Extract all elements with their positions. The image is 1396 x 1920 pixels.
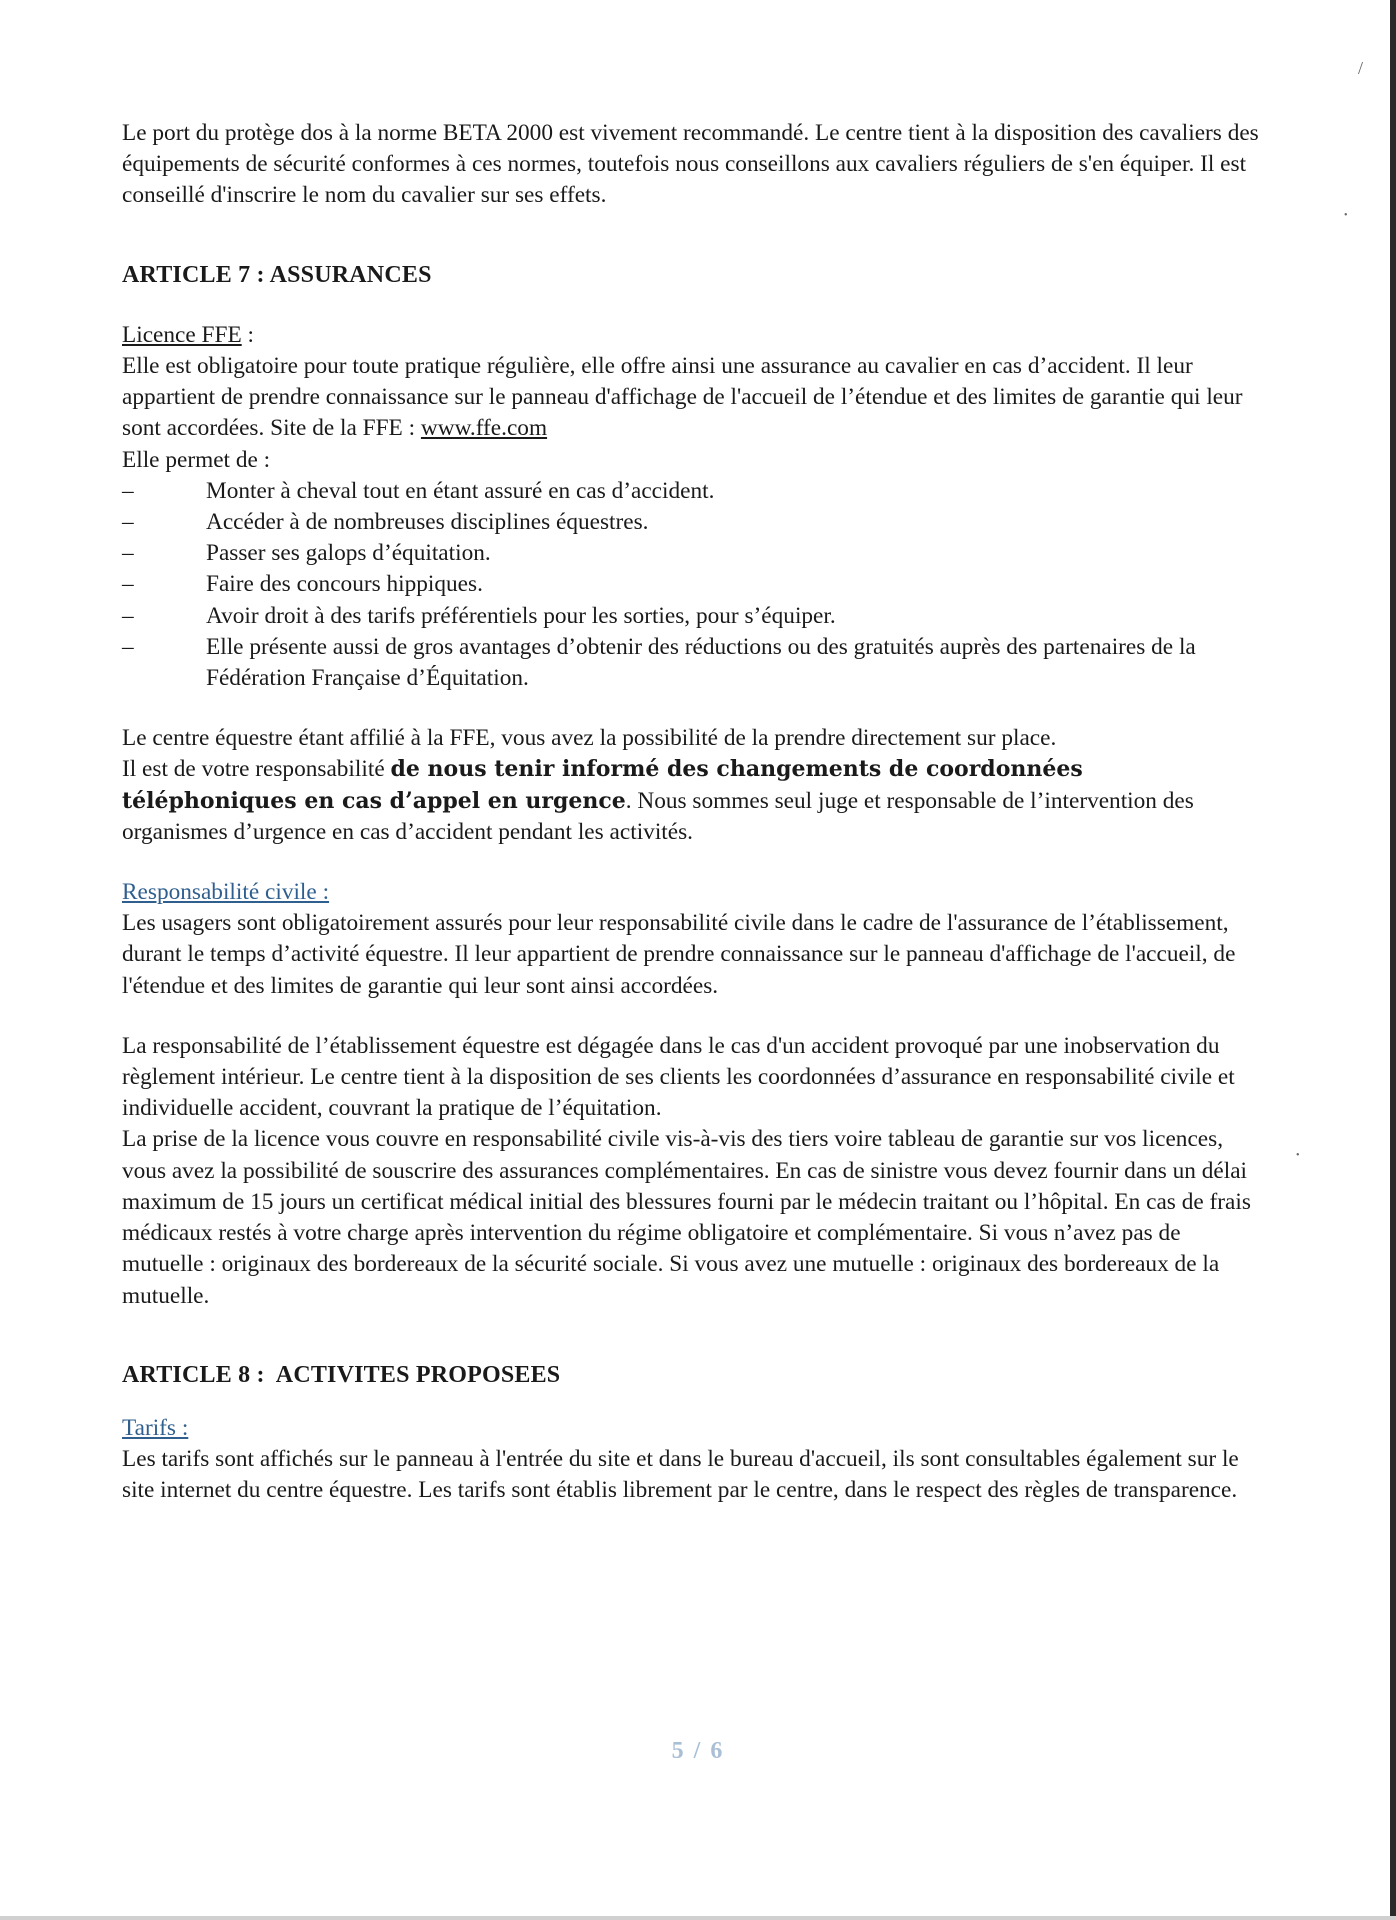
list-item: [122, 569, 1262, 600]
licence-ffe-heading-colon: :: [241, 321, 254, 348]
article-8-title: ARTICLE 8 : ACTIVITES PROPOSEES: [122, 1361, 561, 1388]
dash-bullet: –: [122, 571, 134, 598]
page-number: 5 / 6: [671, 1738, 725, 1764]
tarifs-paragraph: Les tarifs sont affichés sur le panneau à l'entrée du site et dans le bureau d'accueil, ils sont consultables également sur le site internet du centre équestre. Les tarifs sont établis librement par le centre, dans le respect des règles de transparence.: [122, 1446, 1239, 1504]
licence-benefits-list: [122, 476, 1262, 694]
ffe-website-link[interactable]: www.ffe.com: [420, 415, 548, 442]
intro-paragraph: Le port du protège dos à la norme BETA 2000 est vivement recommandé. Le centre tient à la disposition des cavaliers des équipements de sécurité conformes à ces normes, toutefois nous conseillons aux cavaliers réguliers de s'en équiper. Il est conseillé d'inscrire le nom du cavalier sur ses effets.: [122, 120, 1259, 209]
dash-bullet: –: [122, 633, 134, 660]
list-item-text: Elle présente aussi de gros avantages d’obtenir des réductions ou des gratuités auprès des partenaires de la Fédération Française d’Équitation.: [206, 633, 1196, 692]
urgence-text-bold: de nous tenir informé des changements de coordonnées téléphoniques en cas d’appel en urgence: [122, 756, 1083, 814]
dash-bullet: –: [122, 477, 134, 504]
list-item: [122, 601, 1262, 632]
scan-edge-right: [1390, 0, 1396, 1920]
scan-speck: /: [1358, 58, 1364, 78]
licence-couverture-paragraph: La prise de la licence vous couvre en responsabilité civile vis-à-vis des tiers voire tableau de garantie sur vos licences, vous avez la possibilité de souscrire des assurances complémentaires. En cas de sinistre vous devez fournir dans un délai maximum de 15 jours un certificat médical initial des blessures fourni par le médecin traitant ou l’hôpital. En cas de frais médicaux restés à votre charge après intervention du régime obligatoire et complémentaire. Si vous n’avez pas de mutuelle : originaux des bordereaux de la sécurité sociale. Si vous avez une mutuelle : originaux des bordereaux de la mutuelle.: [122, 1126, 1251, 1309]
licence-ffe-heading-text: Licence FFE: [122, 321, 242, 348]
licence-ffe-heading: [122, 320, 1262, 351]
tarifs-heading: Tarifs :: [122, 1414, 189, 1441]
list-item-text: Avoir droit à des tarifs préférentiels pour les sorties, pour s’équiper.: [206, 602, 836, 629]
list-item: [122, 632, 1262, 694]
etablissement-paragraph: La responsabilité de l’établissement équestre est dégagée dans le cas d'un accident provoqué par une inobservation du règlement intérieur. Le centre tient à la disposition de ses clients les coordonnées d’assurance en responsabilité civile et individuelle accident, couvrant la pratique de l’équitation.: [122, 1032, 1235, 1122]
list-item-text: Monter à cheval tout en étant assuré en cas d’accident.: [206, 477, 715, 504]
licence-ffe-text: Elle est obligatoire pour toute pratique régulière, elle offre ainsi une assurance au cavalier en cas d’accident. Il leur appartient de prendre connaissance sur le panneau d'affichage de l'accueil de l’étendue et des limites de garantie qui leur sont accordées. Site de la FFE :: [122, 353, 1243, 442]
urgence-text-pre: Il est de votre responsabilité: [122, 756, 391, 783]
dash-bullet: –: [122, 540, 134, 567]
urgence-text-post: . Nous sommes seul juge et responsable de l’intervention des organismes d’urgence en cas d’accident pendant les activités.: [122, 787, 1194, 845]
list-item-text: Passer ses galops d’équitation.: [206, 540, 491, 567]
list-item: [122, 476, 1262, 507]
scan-speck: •: [1296, 1150, 1300, 1161]
affiliation-line: Le centre équestre étant affilié à la FFE, vous avez la possibilité de la prendre directement sur place.: [122, 725, 1057, 752]
responsabilite-civile-paragraph: Les usagers sont obligatoirement assurés pour leur responsabilité civile dans le cadre de l'assurance de l’établissement, durant le temps d’activité équestre. Il leur appartient de prendre connaissance sur le panneau d'affichage de l'accueil, de l'étendue et des limites de garantie qui leur sont ainsi accordées.: [122, 910, 1236, 999]
document-page: [122, 118, 1262, 1507]
scan-edge-bottom: [0, 1916, 1396, 1920]
list-item-text: Accéder à de nombreuses disciplines équestres.: [206, 509, 649, 536]
licence-permet-label: Elle permet de :: [122, 446, 271, 473]
scan-speck: •: [1344, 210, 1348, 221]
article-7-title: ARTICLE 7 : ASSURANCES: [122, 261, 432, 288]
responsabilite-civile-heading: Responsabilité civile :: [122, 879, 330, 906]
urgence-paragraph: [122, 754, 1262, 848]
dash-bullet: –: [122, 602, 134, 629]
licence-ffe-paragraph: [122, 351, 1262, 445]
list-item-text: Faire des concours hippiques.: [206, 571, 483, 598]
dash-bullet: –: [122, 509, 134, 536]
list-item: [122, 538, 1262, 569]
list-item: [122, 507, 1262, 538]
